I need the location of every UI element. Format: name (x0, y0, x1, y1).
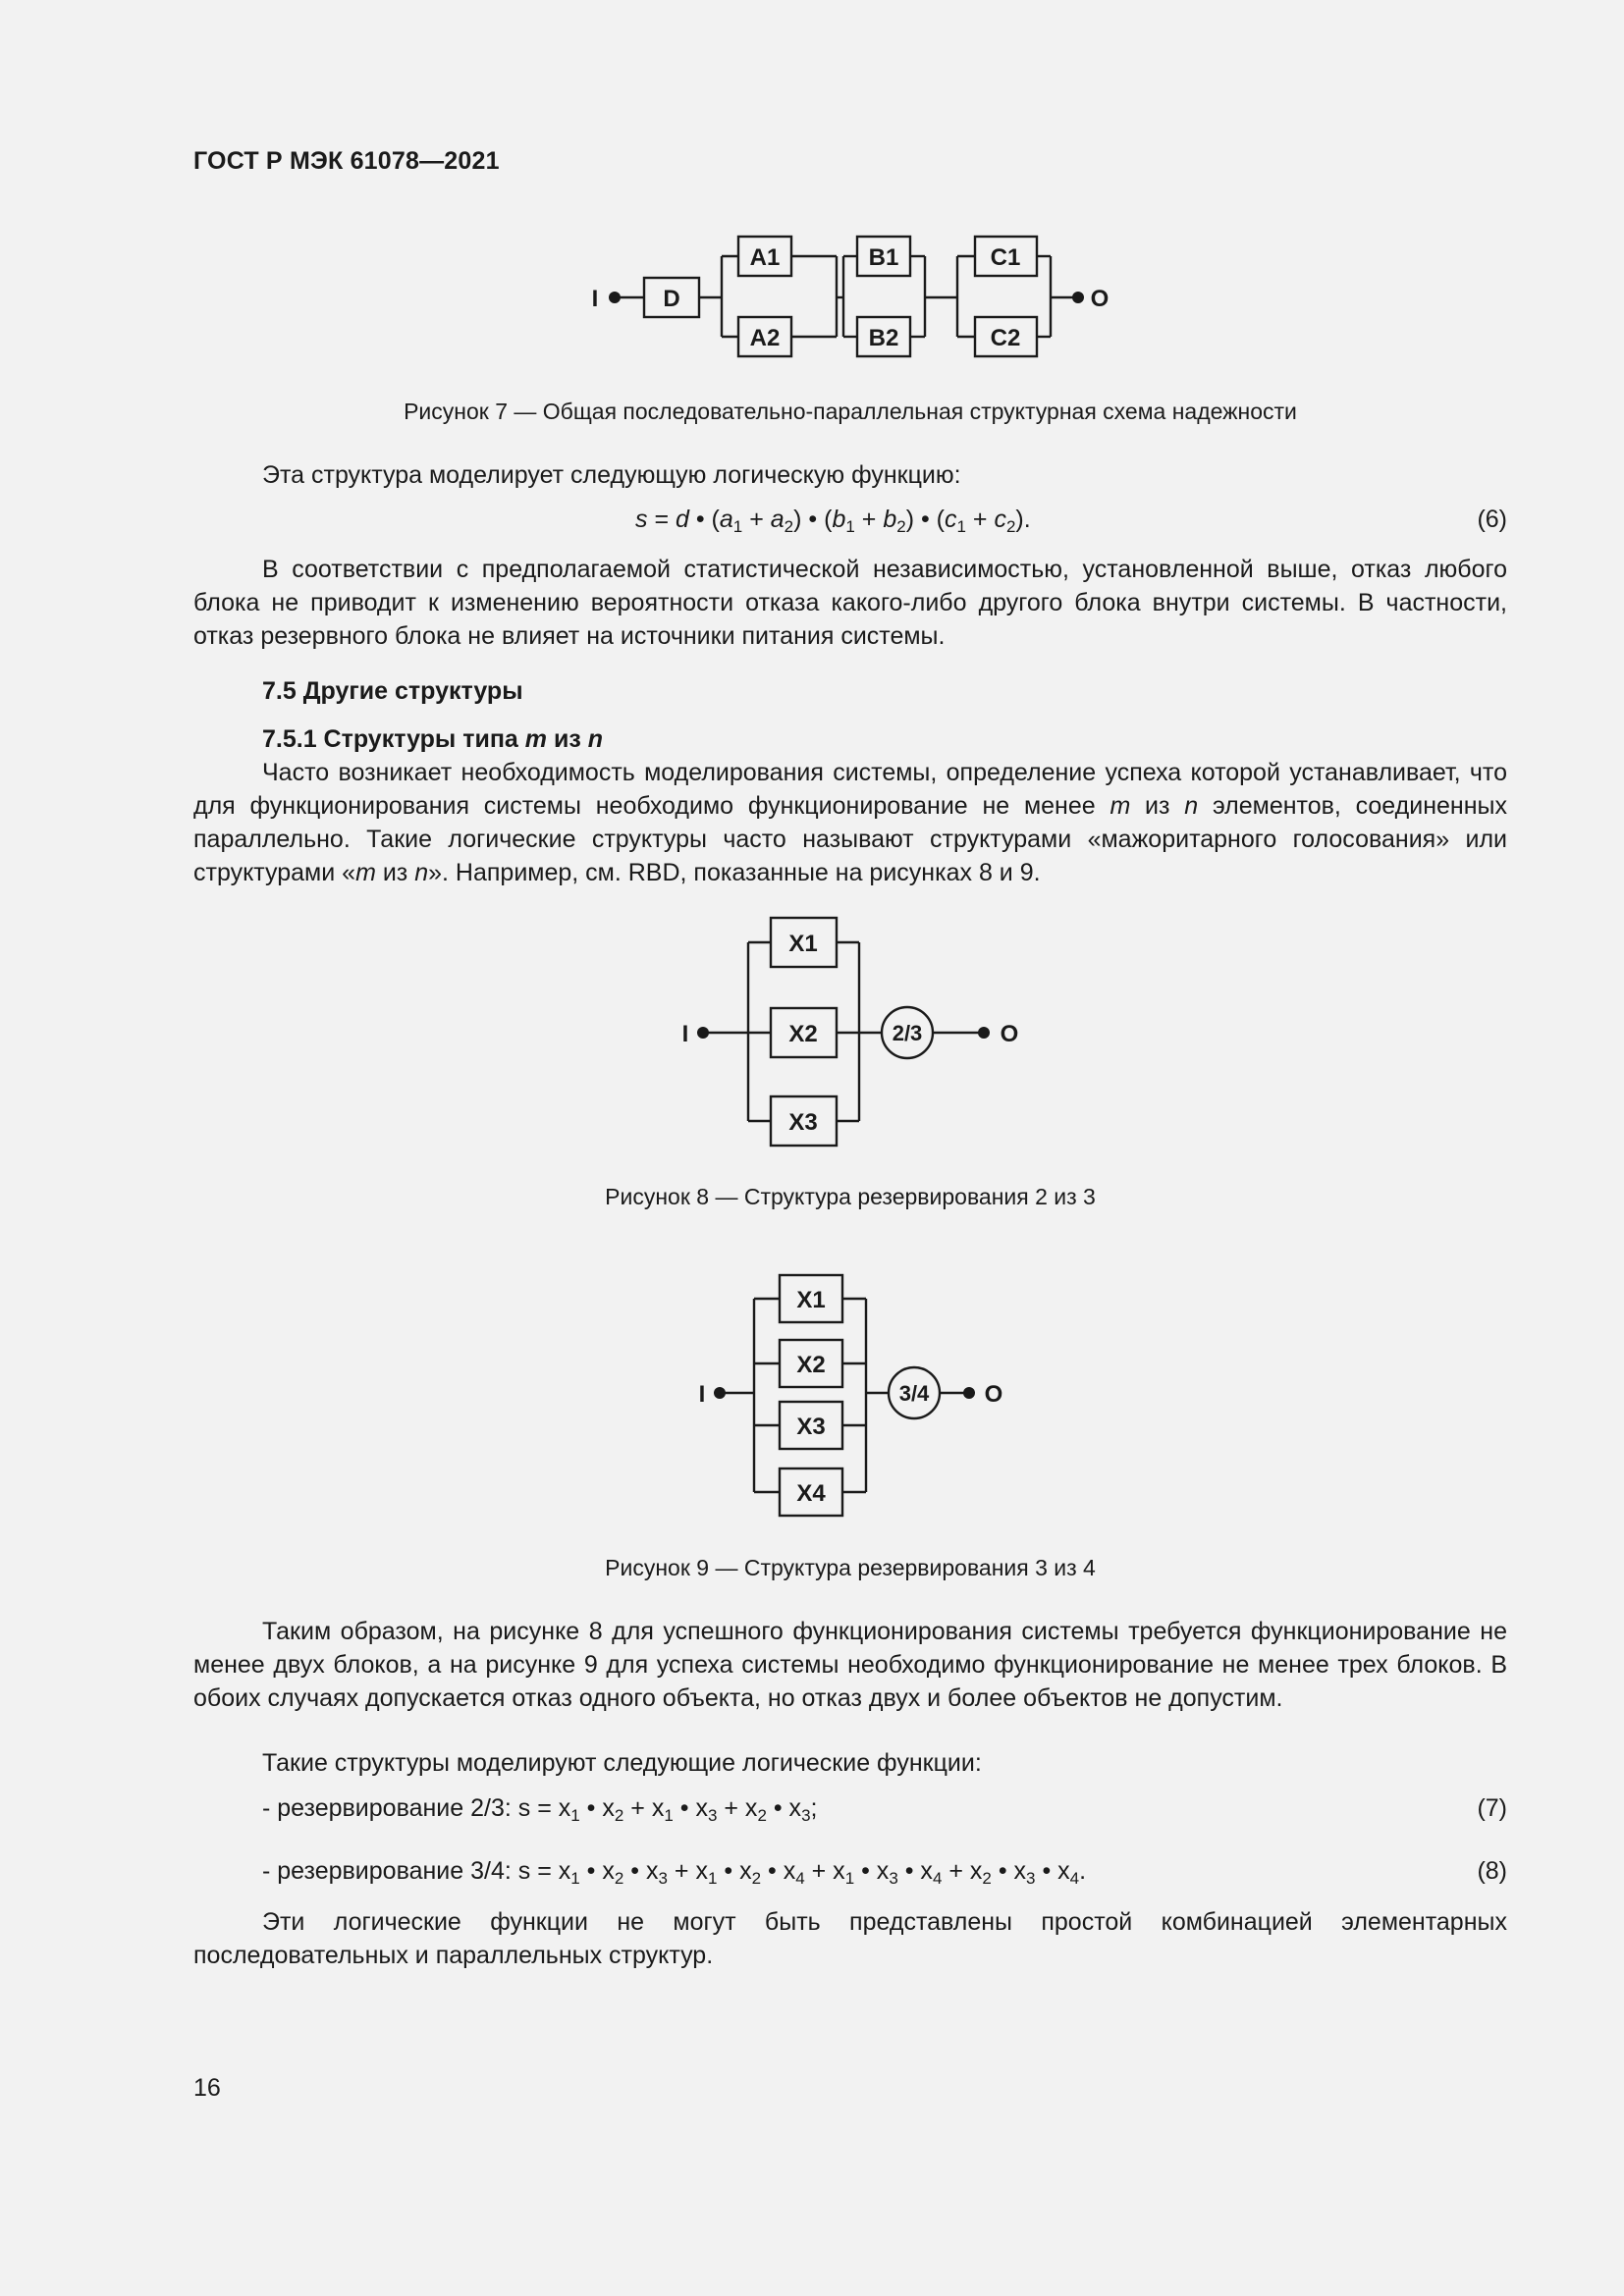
block-x3-label: X3 (796, 1414, 826, 1440)
formula-7-expression: - резервирование 2/3: $s = x_1$ • $x_2 + x_1$ • $x_3 + x_2$ • $x_3$; (262, 1794, 818, 1825)
document-header: ГОСТ Р МЭК 61078—2021 (193, 147, 500, 175)
block-x1-label: X1 (788, 931, 818, 957)
formula-7-number: (7) (1477, 1794, 1507, 1822)
block-c1-label: C1 (990, 244, 1021, 271)
figure-7-caption: Рисунок 7 — Общая последовательно-параллельная структурная схема надежности (404, 399, 1297, 424)
output-label: O (984, 1381, 1003, 1408)
figure-8-diagram (668, 908, 1021, 1153)
conclusion-paragraph: Таким образом, на рисунке 8 для успешного функционирования системы требуется функционирование не менее двух блоков, а на рисунке 9 для успеха системы необходимо функционирование не менее трех блоков. В обоих случаях допускается отказ одного объекта, но отказ двух и более объектов не допустим. (193, 1618, 1507, 1712)
output-node (978, 1027, 990, 1039)
block-x2-label: X2 (788, 1021, 818, 1047)
voter-label: 2/3 (892, 1021, 923, 1045)
block-c2-label: C2 (990, 325, 1021, 351)
input-label: I (698, 1381, 706, 1408)
output-label: O (1000, 1021, 1019, 1047)
m-of-n-paragraph: Часто возникает необходимость моделирования системы, определение успеха которой устанавливает, что для функционирования системы необходимо функционирование не менее m из n элементов, соединенных параллельно. Такие логические структуры часто называют структурами «мажоритарного голосования» или структурами «m из n». Например, см. RBD, показанные на рисунках 8 и 9. (193, 759, 1507, 886)
page-number: 16 (193, 2074, 221, 2102)
formula-8 (193, 1857, 1507, 1891)
block-b2-label: B2 (868, 325, 899, 351)
block-b1-label: B1 (868, 244, 899, 271)
figure-7-diagram (579, 226, 1129, 373)
formula-intro: Эта структура моделирует следующую логическую функцию: (262, 461, 961, 489)
output-node (1072, 292, 1084, 303)
section-7-5-1-heading: 7.5.1 Структуры типа m из n (262, 725, 603, 753)
input-node (697, 1027, 709, 1039)
section-7-5-heading: 7.5 Другие структуры (262, 677, 523, 705)
figure-9-caption: Рисунок 9 — Структура резервирования 3 из 4 (605, 1555, 1096, 1580)
input-node (609, 292, 621, 303)
figure-9-diagram (687, 1266, 1021, 1522)
independence-paragraph: В соответствии с предполагаемой статистической независимостью, установленной выше, отказ любого блока не приводит к изменению вероятности отказа какого-либо другого блока внутри системы. В частности, отказ резервного блока не влияет на источники питания системы. (193, 556, 1507, 650)
formula-6-number: (6) (1477, 506, 1507, 533)
output-label: O (1090, 286, 1110, 312)
logic-functions-intro: Такие структуры моделируют следующие логические функции: (262, 1749, 982, 1777)
block-x3-label: X3 (788, 1109, 818, 1136)
formula-6 (193, 506, 1507, 539)
block-x2-label: X2 (796, 1352, 826, 1378)
input-node (714, 1387, 726, 1399)
figure-8-caption: Рисунок 8 — Структура резервирования 2 из 3 (605, 1184, 1096, 1209)
block-a1-label: A1 (749, 244, 781, 271)
formula-8-expression: - резервирование 3/4: $s = x_1$ • $x_2$ • $x_3 + x_1$ • $x_2$ • $x_4 + x_1$ • $x_3$ • $x_4 + x_2$ • $x_3$ • $x_4$. (262, 1857, 1087, 1888)
block-d-label: D (663, 286, 680, 312)
block-a2-label: A2 (749, 325, 781, 351)
voter-label: 3/4 (898, 1381, 930, 1406)
output-node (963, 1387, 975, 1399)
formula-7 (193, 1794, 1507, 1828)
formula-8-number: (8) (1477, 1857, 1507, 1885)
block-x4-label: X4 (796, 1480, 826, 1507)
final-paragraph: Эти логические функции не могут быть представлены простой комбинацией элементарных последовательных и параллельных структур. (193, 1908, 1507, 1969)
block-x1-label: X1 (796, 1287, 826, 1313)
formula-6-expression: s = d • $(a_1 + a_2)$ • $(b_1 + b_2)$ • $(c_1 + c_2)$. (635, 506, 1031, 536)
input-label: I (681, 1021, 689, 1047)
input-label: I (591, 286, 599, 312)
